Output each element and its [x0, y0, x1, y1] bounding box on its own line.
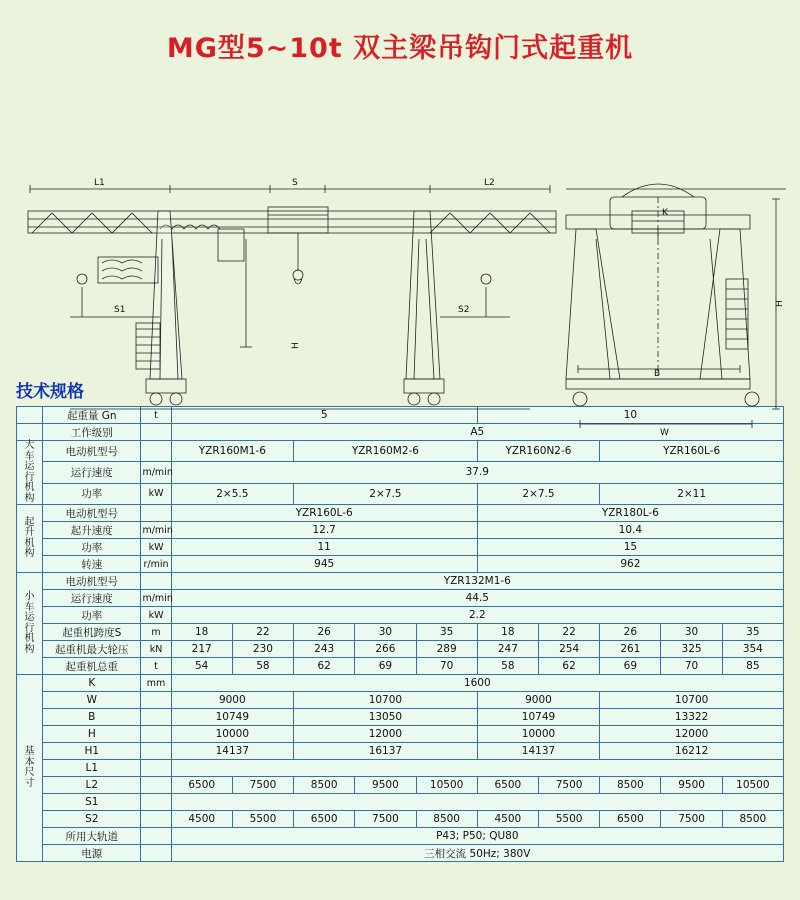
table-cell: 9500 [355, 777, 416, 794]
row-unit: t [141, 407, 171, 424]
table-cell: 247 [477, 641, 538, 658]
row-label: 起重量 Gn [43, 407, 141, 424]
row-label: H1 [43, 743, 141, 760]
row-label: 起升速度 [43, 522, 141, 539]
row-unit [141, 573, 171, 590]
table-row [17, 692, 784, 709]
table-cell: 16137 [294, 743, 478, 760]
table-row [17, 624, 784, 641]
table-cell: YZR160M2-6 [294, 441, 478, 462]
row-label: 起重机总重 [43, 658, 141, 675]
table-cell: 70 [416, 658, 477, 675]
table-cell: 26 [294, 624, 355, 641]
table-cell: 2×11 [600, 483, 784, 504]
table-cell: 7500 [355, 811, 416, 828]
table-cell: 10749 [477, 709, 599, 726]
table-cell: 2×7.5 [477, 483, 599, 504]
table-cell: 8500 [416, 811, 477, 828]
table-cell: 4500 [171, 811, 232, 828]
table-row [17, 539, 784, 556]
table-cell: 6500 [600, 811, 661, 828]
row-group-label: 大 车 运 行 机 构 [17, 441, 43, 505]
row-label: 电源 [43, 845, 141, 862]
table-cell: 230 [232, 641, 293, 658]
dim-label-l2: L2 [484, 178, 495, 188]
table-cell: 8500 [722, 811, 783, 828]
table-cell: 44.5 [171, 590, 783, 607]
table-cell: 11 [171, 539, 477, 556]
table-cell: 1600 [171, 675, 783, 692]
row-unit: t [141, 658, 171, 675]
row-label: 运行速度 [43, 462, 141, 483]
row-group-label: 小 车 运 行 机 构 [17, 573, 43, 675]
table-row [17, 828, 784, 845]
row-unit [141, 777, 171, 794]
table-cell: 261 [600, 641, 661, 658]
table-row [17, 658, 784, 675]
row-label: 起重机跨度S [43, 624, 141, 641]
table-cell: 58 [232, 658, 293, 675]
row-unit [141, 709, 171, 726]
row-group-label: 起 升 机 构 [17, 505, 43, 573]
row-label: 功率 [43, 539, 141, 556]
dim-label-l1: L1 [94, 178, 105, 188]
table-cell: 7500 [661, 811, 722, 828]
table-cell: 62 [294, 658, 355, 675]
table-cell: 5 [171, 407, 477, 424]
row-unit [141, 828, 171, 845]
table-cell: 10000 [477, 726, 599, 743]
table-row [17, 590, 784, 607]
dim-label-k: K [662, 208, 668, 218]
table-cell: YZR160L-6 [171, 505, 477, 522]
row-label: S1 [43, 794, 141, 811]
table-cell [171, 794, 783, 811]
table-row [17, 607, 784, 624]
table-row [17, 675, 784, 692]
table-row [17, 726, 784, 743]
row-label: 功率 [43, 607, 141, 624]
table-cell: 9000 [171, 692, 293, 709]
row-unit [141, 794, 171, 811]
table-cell: 10.4 [477, 522, 783, 539]
table-cell: 8500 [294, 777, 355, 794]
table-cell: 9500 [661, 777, 722, 794]
dim-label-w: W [660, 428, 669, 438]
row-label: L1 [43, 760, 141, 777]
row-unit: kW [141, 607, 171, 624]
row-label: B [43, 709, 141, 726]
dim-label-b: B [654, 369, 661, 379]
table-cell: 6500 [171, 777, 232, 794]
row-unit [141, 505, 171, 522]
row-label: 功率 [43, 483, 141, 504]
table-cell: 30 [355, 624, 416, 641]
row-label: 转速 [43, 556, 141, 573]
row-unit: m/min [141, 522, 171, 539]
row-label: L2 [43, 777, 141, 794]
dim-label-s: S [292, 178, 298, 188]
table-row [17, 845, 784, 862]
table-row [17, 573, 784, 590]
table-cell: 35 [416, 624, 477, 641]
table-cell: 22 [232, 624, 293, 641]
dim-label-s1: S1 [114, 305, 126, 315]
table-cell: 12000 [294, 726, 478, 743]
table-cell: 12000 [600, 726, 784, 743]
row-label: W [43, 692, 141, 709]
row-group-spacer [17, 407, 43, 424]
table-cell: 254 [538, 641, 599, 658]
table-cell: 69 [355, 658, 416, 675]
row-label: 起重机最大轮压 [43, 641, 141, 658]
table-cell: 962 [477, 556, 783, 573]
table-cell: 243 [294, 641, 355, 658]
table-row [17, 760, 784, 777]
table-row [17, 505, 784, 522]
table-row [17, 483, 784, 504]
row-unit: r/min [141, 556, 171, 573]
table-cell: 10749 [171, 709, 293, 726]
row-label: 所用大轨道 [43, 828, 141, 845]
table-cell: 58 [477, 658, 538, 675]
table-cell: 30 [661, 624, 722, 641]
table-cell: 325 [661, 641, 722, 658]
table-cell: 10700 [294, 692, 478, 709]
row-unit [141, 692, 171, 709]
table-cell: 2.2 [171, 607, 783, 624]
table-cell: 289 [416, 641, 477, 658]
row-unit: kW [141, 483, 171, 504]
table-cell [171, 760, 783, 777]
table-cell: 10500 [722, 777, 783, 794]
row-label: 电动机型号 [43, 441, 141, 462]
table-cell: YZR132M1-6 [171, 573, 783, 590]
table-cell: 266 [355, 641, 416, 658]
table-cell: 6500 [294, 811, 355, 828]
table-cell: 5500 [232, 811, 293, 828]
row-unit [141, 845, 171, 862]
spec-heading: 技术规格 [16, 382, 84, 402]
row-unit [141, 811, 171, 828]
row-label: K [43, 675, 141, 692]
table-row [17, 641, 784, 658]
row-unit [141, 424, 171, 441]
row-label: 运行速度 [43, 590, 141, 607]
table-cell: 13050 [294, 709, 478, 726]
row-label: S2 [43, 811, 141, 828]
table-cell: 70 [661, 658, 722, 675]
table-cell: P43; P50; QU80 [171, 828, 783, 845]
table-cell: YZR160M1-6 [171, 441, 293, 462]
dim-label-h-right: H [775, 300, 785, 307]
table-cell: 10 [477, 407, 783, 424]
table-cell: 14137 [477, 743, 599, 760]
table-cell: 13322 [600, 709, 784, 726]
table-cell: 4500 [477, 811, 538, 828]
table-cell: 16212 [600, 743, 784, 760]
table-cell: A5 [171, 424, 783, 441]
row-label: 电动机型号 [43, 573, 141, 590]
row-unit [141, 760, 171, 777]
row-label: H [43, 726, 141, 743]
table-cell: 18 [477, 624, 538, 641]
table-cell: 945 [171, 556, 477, 573]
table-cell: 8500 [600, 777, 661, 794]
table-cell: 85 [722, 658, 783, 675]
table-row [17, 556, 784, 573]
table-cell: 7500 [232, 777, 293, 794]
row-unit: mm [141, 675, 171, 692]
table-cell: 5500 [538, 811, 599, 828]
row-unit: m/min [141, 590, 171, 607]
row-unit: kN [141, 641, 171, 658]
dim-label-h: H [291, 342, 301, 349]
row-group-spacer [17, 424, 43, 441]
table-row [17, 811, 784, 828]
table-cell: 54 [171, 658, 232, 675]
table-row [17, 522, 784, 539]
row-unit [141, 726, 171, 743]
table-row [17, 441, 784, 462]
table-row [17, 462, 784, 483]
table-cell: 10700 [600, 692, 784, 709]
row-unit: m/min [141, 462, 171, 483]
table-cell: 9000 [477, 692, 599, 709]
table-cell: 7500 [538, 777, 599, 794]
table-cell: 37.9 [171, 462, 783, 483]
table-cell: 15 [477, 539, 783, 556]
table-cell: 10500 [416, 777, 477, 794]
table-row [17, 777, 784, 794]
table-cell: 26 [600, 624, 661, 641]
table-cell: 三相交流 50Hz; 380V [171, 845, 783, 862]
table-cell: 69 [600, 658, 661, 675]
table-cell: 18 [171, 624, 232, 641]
table-cell: 6500 [477, 777, 538, 794]
page-title: MG型5~10t 双主梁吊钩门式起重机 [166, 33, 634, 64]
row-unit: m [141, 624, 171, 641]
row-unit [141, 743, 171, 760]
table-cell: 217 [171, 641, 232, 658]
table-cell: 14137 [171, 743, 293, 760]
table-cell: 62 [538, 658, 599, 675]
table-cell: YZR160L-6 [600, 441, 784, 462]
dim-label-s2: S2 [458, 305, 470, 315]
table-row [17, 743, 784, 760]
row-label: 工作级别 [43, 424, 141, 441]
table-cell: 2×5.5 [171, 483, 293, 504]
row-group-label: 基 本 尺 寸 [17, 675, 43, 862]
table-cell: 10000 [171, 726, 293, 743]
table-cell: 12.7 [171, 522, 477, 539]
row-unit: kW [141, 539, 171, 556]
table-cell: YZR160N2-6 [477, 441, 599, 462]
row-label: 电动机型号 [43, 505, 141, 522]
table-cell: 35 [722, 624, 783, 641]
specification-table [16, 406, 784, 862]
table-cell: 22 [538, 624, 599, 641]
table-row [17, 709, 784, 726]
table-cell: 2×7.5 [294, 483, 478, 504]
table-row [17, 794, 784, 811]
row-unit [141, 441, 171, 462]
table-cell: YZR180L-6 [477, 505, 783, 522]
table-cell: 354 [722, 641, 783, 658]
